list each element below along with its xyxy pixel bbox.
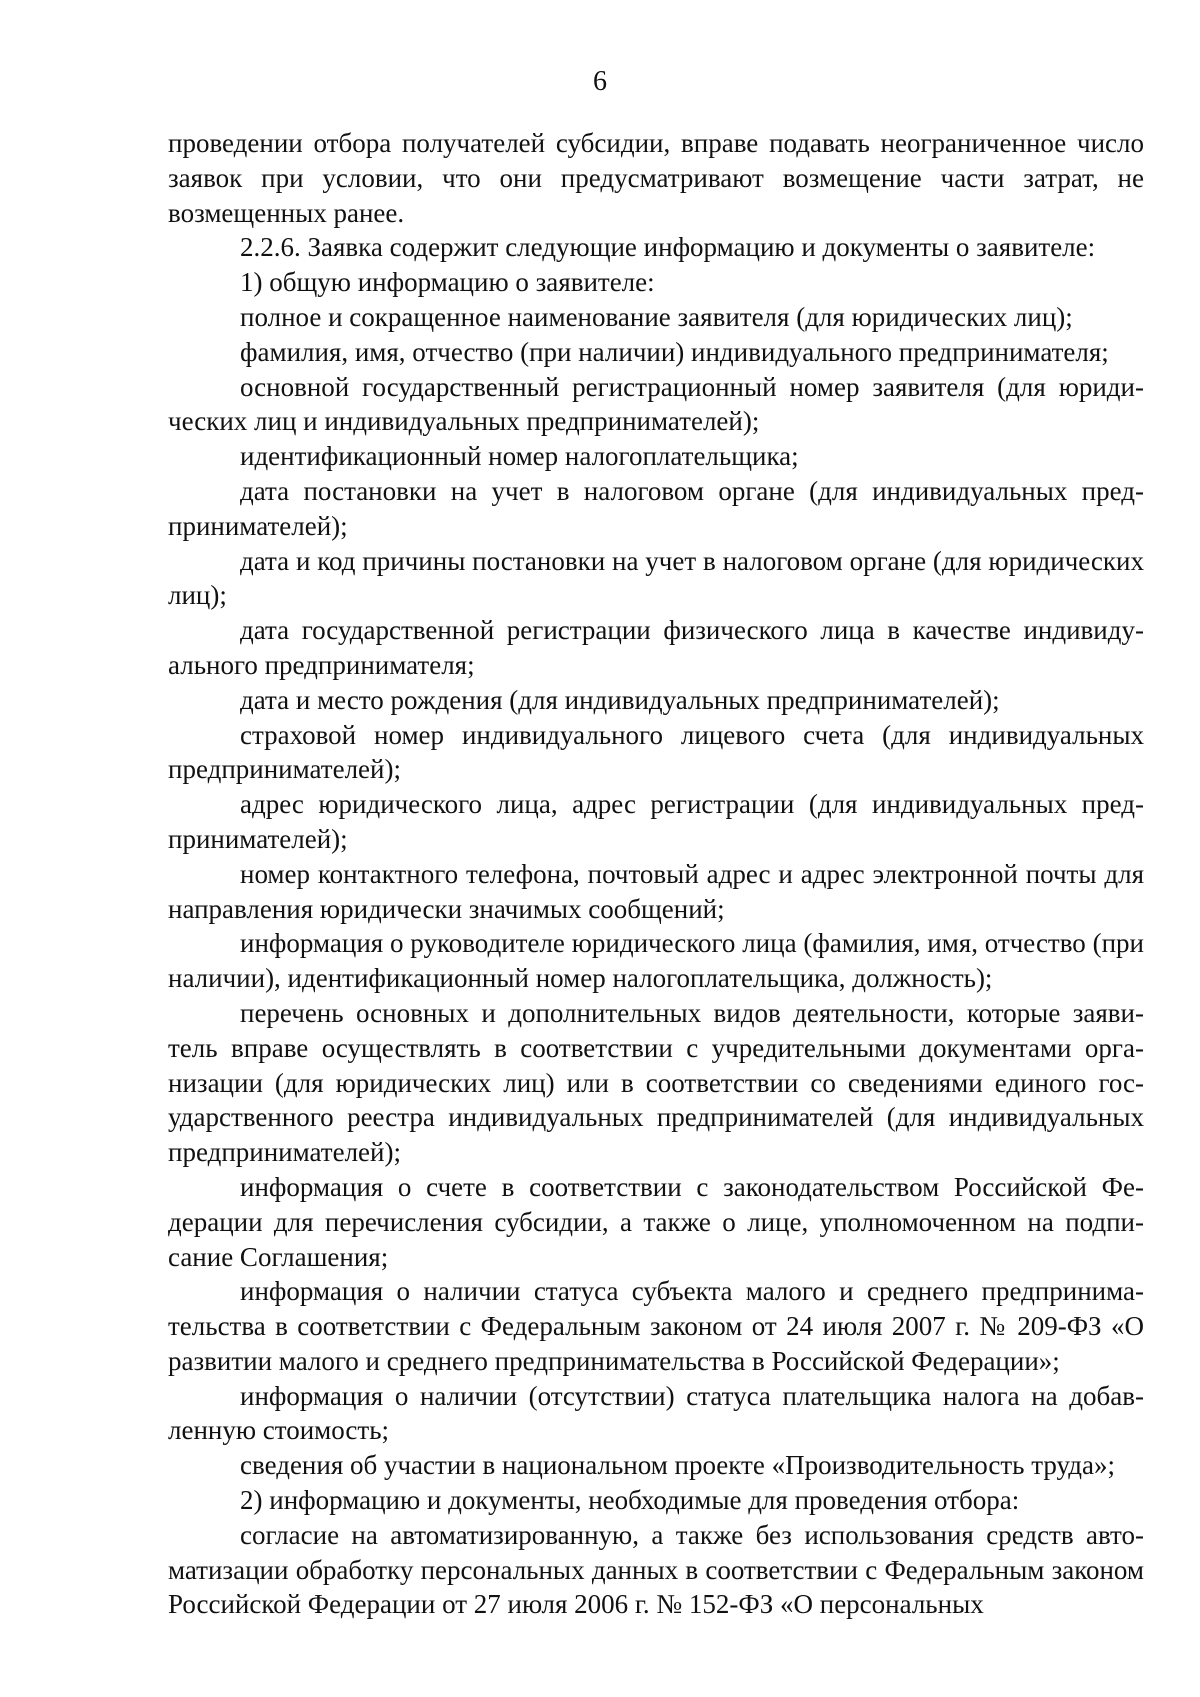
paragraph: идентификационный номер налогоплательщика; xyxy=(240,441,799,472)
paragraph: фамилия, имя, отчество (при наличии) индивидуального предпринимателя; xyxy=(240,336,1109,367)
paragraph: дата государственной регистрации физического лица в качестве индивидуального предпринимателя; xyxy=(168,615,1144,680)
paragraph: проведении отбора получателей субсидии, вправе подавать неограниченное число заявок при условии, что они предусматривают возмещение части затрат, не возмещенных ранее. xyxy=(168,128,1144,228)
document-body xyxy=(168,126,1144,1622)
paragraph: сведения об участии в национальном проекте «Производительность труда»; xyxy=(240,1450,1116,1481)
paragraph: полное и сокращенное наименование заявителя (для юридических лиц); xyxy=(240,301,1073,332)
paragraph: информация о наличии статуса субъекта малого и среднего предпринимательства в соответствии с Федеральным законом от 24 июля 2007 г. № 209-ФЗ «О развитии малого и среднего предпринимательства в Российской Федерации»; xyxy=(168,1276,1144,1376)
paragraph: информация о руководителе юридического лица (фамилия, имя, отчество (при наличии), идентификационный номер налогоплательщика, должность); xyxy=(168,928,1144,994)
paragraph: основной государственный регистрационный номер заявителя (для юридических лиц и индивидуальных предпринимателей); xyxy=(168,371,1144,437)
paragraph: 1) общую информацию о заявителе: xyxy=(240,267,655,298)
paragraph: перечень основных и дополнительных видов деятельности, которые заявитель вправе осуществлять в соответствии с учредительными документами организации (для юридических лиц) или в соответствии со сведениями единого государственного реестра индивидуальных предпринимателей (для индивидуальных предпринимателей); xyxy=(168,997,1144,1168)
paragraph: информация о наличии (отсутствии) статуса плательщика налога на добавленную стоимость; xyxy=(168,1380,1144,1446)
paragraph: дата постановки на учет в налоговом органе (для индивидуальных предпринимателей); xyxy=(168,475,1144,541)
paragraph: дата и код причины постановки на учет в налоговом органе (для юридических лиц); xyxy=(168,545,1144,611)
paragraph: информация о счете в соответствии с законодательством Российской Федерации для перечисления субсидии, а также о лице, уполномоченном на подписание Соглашения; xyxy=(168,1171,1144,1272)
paragraph: согласие на автоматизированную, а также без использования средств автоматизации обработку персональных данных в соответствии с Федеральным законом Российской Федерации от 27 июля 2006 г. № 152-ФЗ «О персональных xyxy=(168,1519,1144,1620)
paragraph: 2) информацию и документы, необходимые для проведения отбора: xyxy=(240,1485,1020,1516)
paragraph: адрес юридического лица, адрес регистрации (для индивидуальных предпринимателей); xyxy=(168,789,1144,854)
paragraph: дата и место рождения (для индивидуальных предпринимателей); xyxy=(240,684,1000,715)
paragraph: 2.2.6. Заявка содержит следующие информацию и документы о заявителе: xyxy=(240,232,1096,263)
page-number: 6 xyxy=(593,66,607,97)
paragraph: номер контактного телефона, почтовый адрес и адрес электронной почты для направления юридически значимых сообщений; xyxy=(168,858,1144,924)
paragraph: страховой номер индивидуального лицевого счета (для индивидуальных предпринимателей); xyxy=(168,719,1144,785)
